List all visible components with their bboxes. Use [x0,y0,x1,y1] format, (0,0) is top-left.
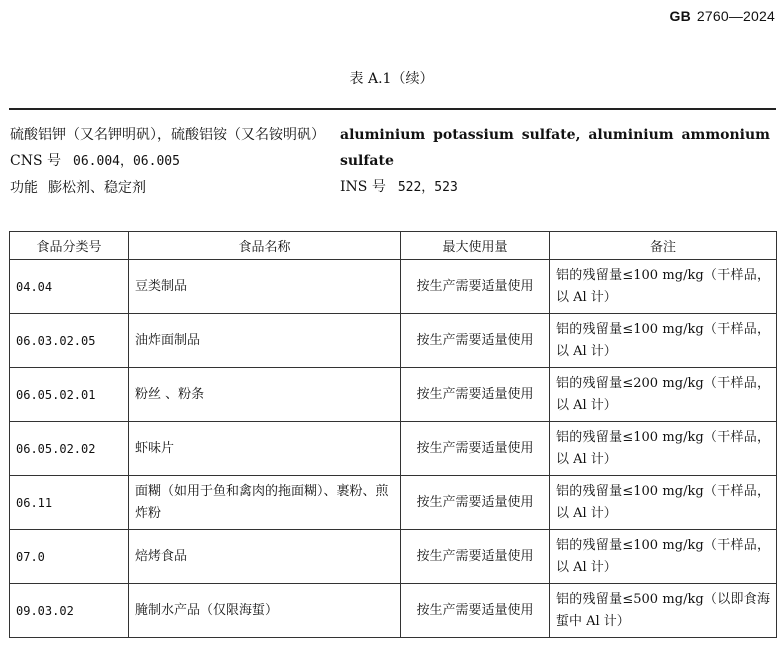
food-code: 07.0 [10,530,129,584]
note: 铝的残留量≤100 mg/kg（干样品，以 Al 计） [550,476,777,530]
food-name: 腌制水产品（仅限海蜇） [129,584,401,638]
function-label: 功能 [10,180,38,196]
note: 铝的残留量≤200 mg/kg（干样品，以 Al 计） [550,368,777,422]
note: 铝的残留量≤500 mg/kg（以即食海蜇中 Al 计） [550,584,777,638]
function-value: 膨松剂、稳定剂 [48,180,146,196]
standard-number [670,8,776,24]
additive-name-en: aluminium potassium sulfate, aluminium ammonium sulfate [340,127,770,169]
table-title: 表 A.1（续） [349,71,434,87]
max-usage: 按生产需要适量使用 [401,314,550,368]
additive-info-cn [10,122,330,201]
food-code: 06.05.02.01 [10,368,129,422]
header-food-name: 食品名称 [129,232,401,260]
table-row [10,422,777,476]
additive-name-cn: 硫酸铝钾（又名钾明矾），硫酸铝铵（又名铵明矾） [10,127,325,143]
function-line [10,175,330,201]
table-row [10,584,777,638]
note: 铝的残留量≤100 mg/kg（干样品，以 Al 计） [550,422,777,476]
max-usage: 按生产需要适量使用 [401,368,550,422]
table-row [10,314,777,368]
header-note: 备注 [550,232,777,260]
max-usage: 按生产需要适量使用 [401,476,550,530]
food-code: 06.11 [10,476,129,530]
cns-label: CNS 号 [10,153,62,169]
usage-table [9,231,777,638]
food-name: 虾味片 [129,422,401,476]
additive-info-en [340,122,770,201]
header-food-code: 食品分类号 [10,232,129,260]
ins-value: 522，523 [397,180,458,195]
standard-prefix: GB [669,8,691,24]
table-row [10,530,777,584]
note: 铝的残留量≤100 mg/kg（干样品，以 Al 计） [550,314,777,368]
max-usage: 按生产需要适量使用 [401,584,550,638]
max-usage: 按生产需要适量使用 [401,260,550,314]
table-header-row [10,232,777,260]
food-name: 豆类制品 [129,260,401,314]
header-max-usage: 最大使用量 [401,232,550,260]
table-row [10,368,777,422]
max-usage: 按生产需要适量使用 [401,530,550,584]
note: 铝的残留量≤100 mg/kg（干样品，以 Al 计） [550,530,777,584]
cns-value: 06.004，06.005 [73,154,180,169]
food-code: 06.05.02.02 [10,422,129,476]
top-rule [9,108,776,110]
food-name: 焙烤食品 [129,530,401,584]
food-name: 油炸面制品 [129,314,401,368]
food-name: 粉丝 、粉条 [129,368,401,422]
note: 铝的残留量≤100 mg/kg（干样品，以 Al 计） [550,260,777,314]
max-usage: 按生产需要适量使用 [401,422,550,476]
food-code: 09.03.02 [10,584,129,638]
ins-label: INS 号 [340,179,386,195]
ins-line [340,174,770,201]
table-row [10,476,777,530]
cns-line [10,148,330,175]
food-code: 04.04 [10,260,129,314]
food-name: 面糊（如用于鱼和禽肉的拖面糊）、裹粉、煎炸粉 [129,476,401,530]
food-code: 06.03.02.05 [10,314,129,368]
standard-code: 2760—2024 [696,8,775,24]
table-row [10,260,777,314]
